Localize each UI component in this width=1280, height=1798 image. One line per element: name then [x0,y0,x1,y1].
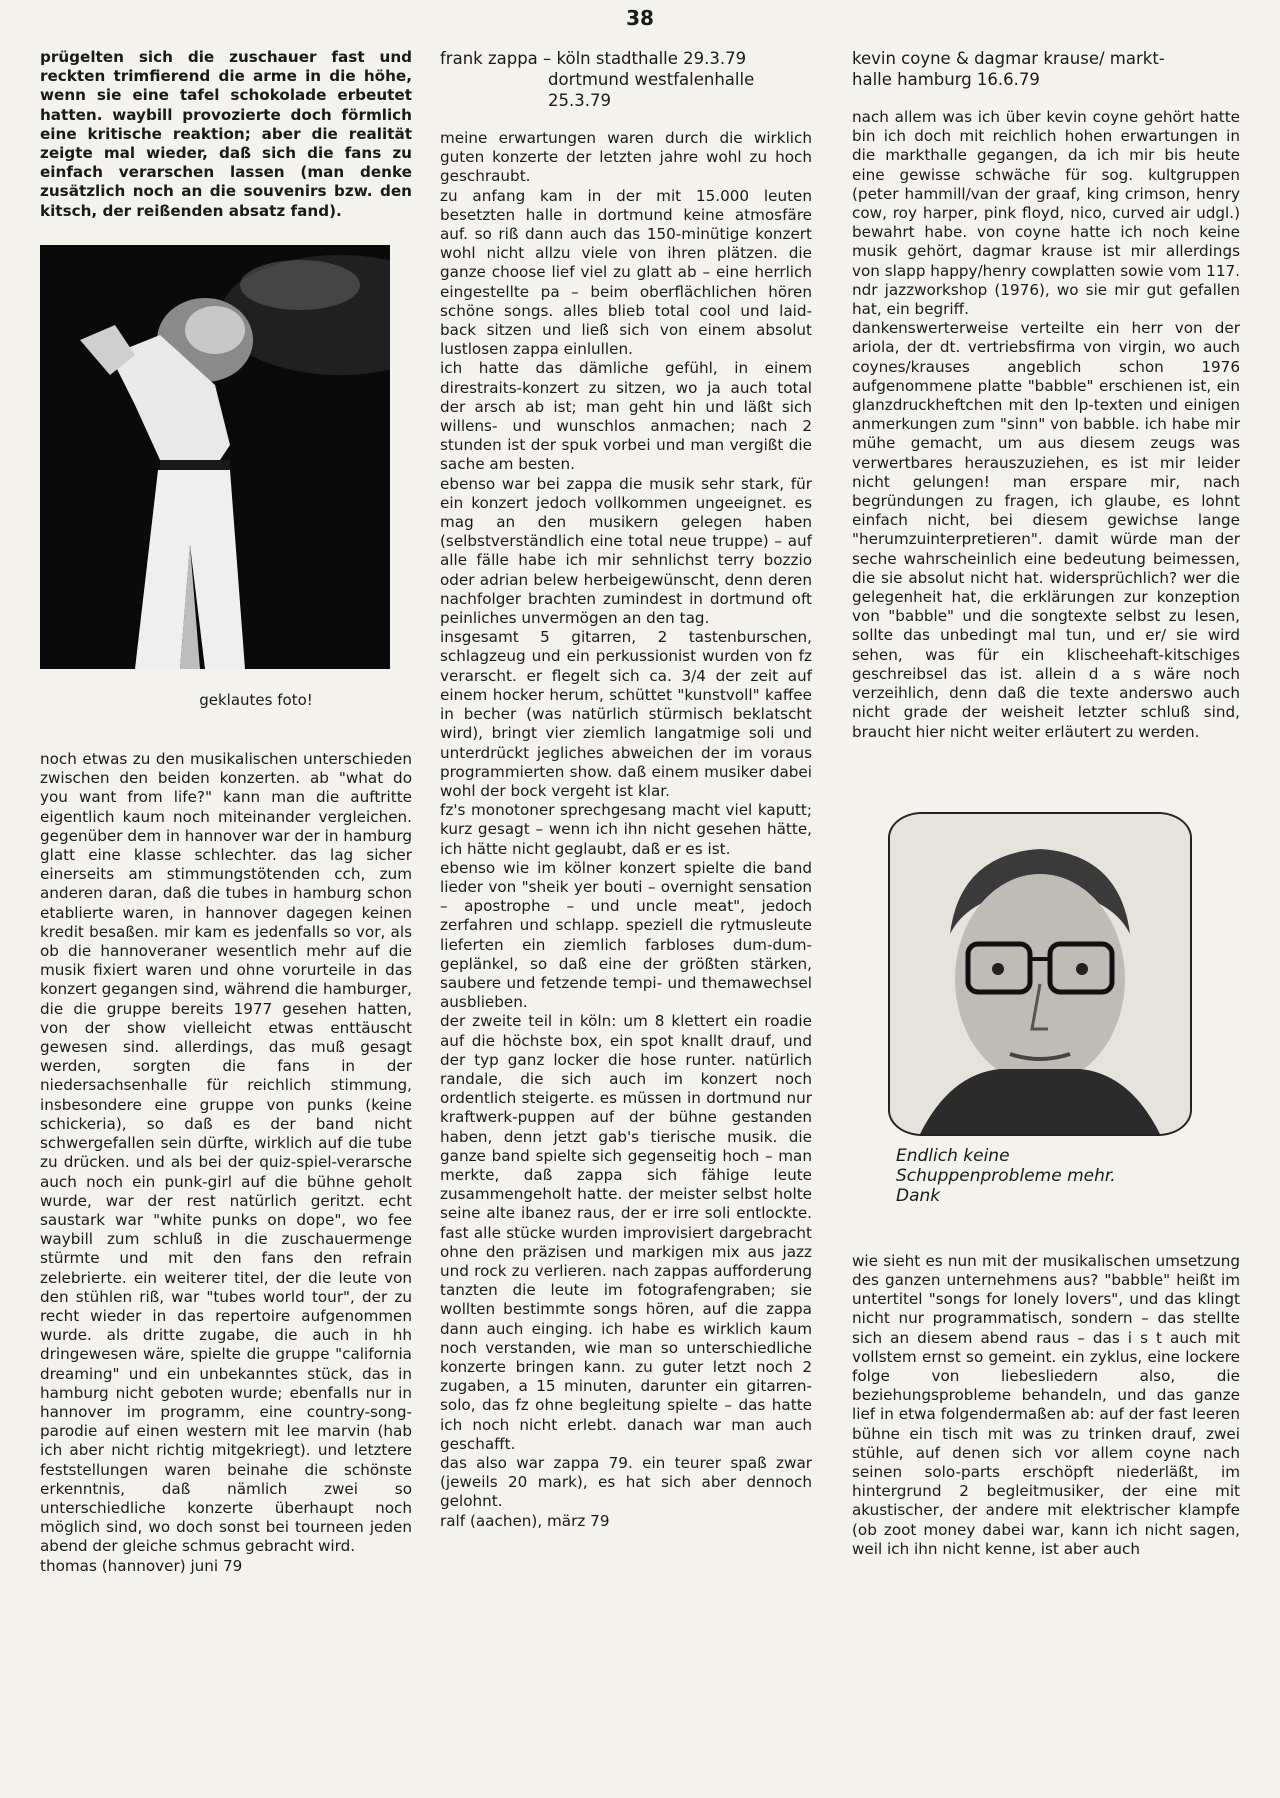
paragraph: insgesamt 5 gitarren, 2 tastenburschen, schlagzeug und ein perkussionist wurden von fz verarscht. er flegelt sich ca. 3/4 der zeit auf einem hocker herum, schüttet "kunstvoll" kaffee in becher (was natürlich stürmisch beklatscht wird), bringt vier ziemlich langatmige soli und unterdrückt jegliches abweichen der im voraus programmierten show. daß einem musiker dabei wohl der bock vergeht ist klar. [440,628,812,800]
paragraph: ebenso wie im kölner konzert spielte die band lieder von "sheik yer bouti – overnight sensation – apostrophe – und uncle meat", jedoch zerfahren und schlapp. speziell die rytmusleute lieferten ein ziemlich farbloses dum-dum-geplänkel, so daß eine der größten stärken, saubere und fetzende tempi- und themawechsel ausblieben. [440,858,812,1012]
caption-line: Endlich keine [896,1145,1010,1166]
paragraph: zu anfang kam in der mit 15.000 leuten besetzten halle in dortmund keine atmosfäre auf. so riß dann auch das 150-minütige konzert wohl nicht allzu viele von ihren plätzen. die ganze choose lief viel zu glatt ab – eine herrlich eingestellte pa – beim oberflächlichen hören schöne songs. alles blieb total cool und laid-back sitzen und ließ sich von einem absolut lustlosen zappa einlullen. [440,186,812,359]
zappa-heading [440,48,812,111]
author-signature: thomas (hannover) juni 79 [40,1556,243,1575]
page-number: 38 [626,6,654,30]
paragraph: nach allem was ich über kevin coyne gehört hatte bin ich doch mit reichlich hohen erwartungen in die markthalle gegangen, da ich mir bis heute eine gewisse schwäche für sog. kultgruppen (peter hammill/van der graaf, king crimson, henry cow, roy harper, pink floyd, nico, curved air udgl.) bewahrt habe. von coyne hatte ich noch keine musik gehört, dagmar krause ist mir allerdings von slapp happy/henry cowplatten sowie vom 117. ndr jazzworkshop (1976), wo sie mir gut gefallen hat, ein begriff. [852,108,1240,319]
heading-line: halle hamburg 16.6.79 [852,70,1040,89]
portrait-caption [896,1146,1240,1206]
paragraph: das also war zappa 79. ein teurer spaß zwar (jeweils 20 mark), es hat sich aber dennoch gelohnt. [440,1454,812,1511]
column-right [852,48,1240,1559]
photo-caption: geklautes foto! [199,690,313,709]
heading-line: kevin coyne & dagmar krause/ markt- [852,49,1165,68]
paragraph: wie sieht es nun mit der musikalischen umsetzung des ganzen unternehmens aus? "babble" heißt im untertitel "songs for lonely lovers", und das klingt nicht nur programmatisch, sondern – das stellte sich an diesem abend raus – das i s t auch mit vollstem ernst so gemeint. ein zyklus, eine lockere folge von liebesliedern also, die beziehungsprobleme behandeln, und das ganze lief in etwa folgendermaßen ab: auf der fast leeren bühne ein tisch mit was zu trinken drauf, zwei stühle, auf denen sich vor allem coyne nach seinen solo-parts erschöpft niederläßt, im hintergrund 2 begleitmusiker, der eine mit akustischer, der andere mit elektrischer klampfe (ob zoot money dabei war, kann ich nicht sagen, weil ich ihn nicht kenne, ist aber auch [852,1251,1240,1558]
tubes-review-continued: prügelten sich die zuschauer fast und reckten trimfierend die arme in die höhe, wenn sie eine tafel schokolade erbeutet hatten. waybill provozierte doch förmlich eine kritische reaktion; aber die realität zeigte mal wieder, daß sich die fans zu einfach verarschen lassen (man denke zusätzlich noch an die souvenirs bzw. den kitsch, der reißenden absatz fand). [40,48,412,220]
paragraph: meine erwartungen waren durch die wirklich guten konzerte der letzten jahre wohl zu hoch geschraubt. [440,129,812,186]
portrait-photo [888,812,1192,1136]
heading-line: frank zappa – köln stadthalle 29.3.79 [440,49,747,68]
paragraph: dankenswerterweise verteilte ein herr von der ariola, der dt. vertriebsfirma von virgin, wo auch coynes/krauses angeblich schon 1976 aufgenommene platte "babble" erschienen ist, ein glanzdruckheftchen mit den lp-texten und einigen anmerkungen zum "sinn" von babble. ich habe mir mühe gemacht, um aus diesem zeugs was verwertbares herauszuziehen, es ist mir leider nicht gelungen! man erspare mir, nach begründungen zu fragen, ich glaube, es lohnt einfach nicht, bei diesem gewichse lange "herumzuinterpretieren". damit würde man der seche wahrscheinlich eine bedeutung beimessen, die sie absolut nicht hat. widersprüchlich? wer die gelegenheit hat, die erklärungen zur konzeption von "babble" und die songtexte selbst zu lesen, sollte das unbedingt mal tun, und er/ sie wird sehen, was für ein klischeehaft-kitschiges geschreibsel das ist. allein d a s wäre noch verzeihlich, denn daß die texte anderswo auch nicht grade der weisheit letzter schluß sind, braucht hier nicht weiter erläutert zu werden. [852,319,1240,741]
caption-line: Schuppenprobleme mehr. [896,1165,1116,1186]
tubes-comparison-paragraph: noch etwas zu den musikalischen unterschieden zwischen den beiden konzerten. ab "what do you want from life?" kann man die auftritte eigentlich kaum noch miteinander vergleichen. gegenüber dem in hannover war der in hamburg glatt eine klasse schlechter. das lag sicher einerseits am stimmungstötenden cch, zum anderen daran, daß die tubes in hamburg schon etablierte waren, in hannover dagegen keinen kredit besaßen. mir kam es jedenfalls so vor, als ob die hannoveraner wesentlich mehr auf die musik fixiert waren und ohne vorurteile in das konzert gegangen sind, während die hamburger, die die gruppe bereits 1977 gesehen hatten, von der show vielleicht etwas enttäuscht gewesen sind. allerdings, das muß gesagt werden, sorgten die fans in der niedersachsenhalle für reichlich stimmung, insbesondere eine gruppe von punks (keine schickeria), so daß es der band nicht schwergefallen sein dürfte, wirklich auf die tube zu drücken. und als bei der quiz-spiel-verarsche auch noch ein punk-girl auf die bühne geholt wurde, war der rest natürlich geritzt. echt saustark war "white punks on dope", wo fee waybill zum schluß in die zuschauermenge stürmte und mit den fans den refrain zelebrierte. ein weiterer titel, der die leute von den stühlen riß, war "tubes world tour", der zu recht wieder in das repertoire aufgenommen wurde. als dritte zugabe, die auch in hh dringewesen wäre, spielte die gruppe "california dreaming" und ein unbekanntes stück, das in hamburg nicht geboten wurde; ebenfalls nur in hannover im programm, eine country-song-parodie auf einen western mit lee marvin (hab ich aber nicht richtig mitgekriegt). und letztere feststellungen waren beinahe die schönste erkenntnis, daß nämlich zwei so unterschiedliche konzerte überhaupt noch möglich sind, wo doch sonst bei tourneen jeden abend der gleiche schmus gebracht wird. [40,750,412,1556]
paragraph: fz's monotoner sprechgesang macht viel kaputt; kurz gesagt – wenn ich ihn nicht gesehen hätte, ich hätte nicht geglaubt, daß er es ist. [440,801,812,858]
paragraph: ebenso war bei zappa die musik sehr stark, für ein konzert jedoch vollkommen ungeeignet. es mag an den musikern gelegen haben (selbstverständlich eine total neue truppe) – auf alle fälle habe ich mir sehnlichst terry bozzio oder adrian belew herbeigewünscht, denn deren nachfolger brachten zumindest in dortmund oft peinliches unvermögen an den tag. [440,474,812,628]
caption-line: Dank [896,1185,941,1206]
paragraph: ich hatte das dämliche gefühl, in einem direstraits-konzert zu sitzen, wo ja auch total der arsch ab ist; man geht hin und läßt sich willens- und wunschlos anmachen; nach 2 stunden ist der spuk vorbei und man vergißt die sache am besten. [440,359,812,474]
concert-photo [40,245,390,669]
column-middle [440,48,812,1531]
coyne-heading [852,48,1240,90]
author-signature: ralf (aachen), märz 79 [440,1511,610,1530]
heading-line: dortmund westfalenhalle 25.3.79 [548,70,755,110]
paragraph: der zweite teil in köln: um 8 klettert ein roadie auf die höchste box, ein spot knallt drauf, und der typ ganz locker die hose runter. natürlich randale, die sich auch im konzert noch ordentlich steigerte. es müssen in dortmund nur kraftwerk-puppen auf der bühne gestanden haben, denn jetzt gab's tierische musik. die ganze band spielte sich gegenseitig hoch – man merkte, daß zappa sich fähige leute zusammengeholt hatte. der meister selbst holte seine alte ibanez raus, der er irre soli entlockte. fast alle stücke wurden improvisiert dargebracht ohne den präzisen und markigen mix aus jazz und rock zu verlieren. nach zappas aufforderung tanzten die leute im fotografengraben; sie wollten bestimmte songs hören, auf die zappa dann auch einging. ich habe es wirklich kaum noch verstanden, wie man so unterschiedliche konzerte bringen kann. zu guter letzt noch 2 zugaben, a 15 minuten, darunter ein gitarren-solo, das fz ohne begleitung spielte – das hatte ich noch nicht erlebt. danach war man auch geschafft. [440,1012,812,1453]
column-left [40,48,412,1576]
